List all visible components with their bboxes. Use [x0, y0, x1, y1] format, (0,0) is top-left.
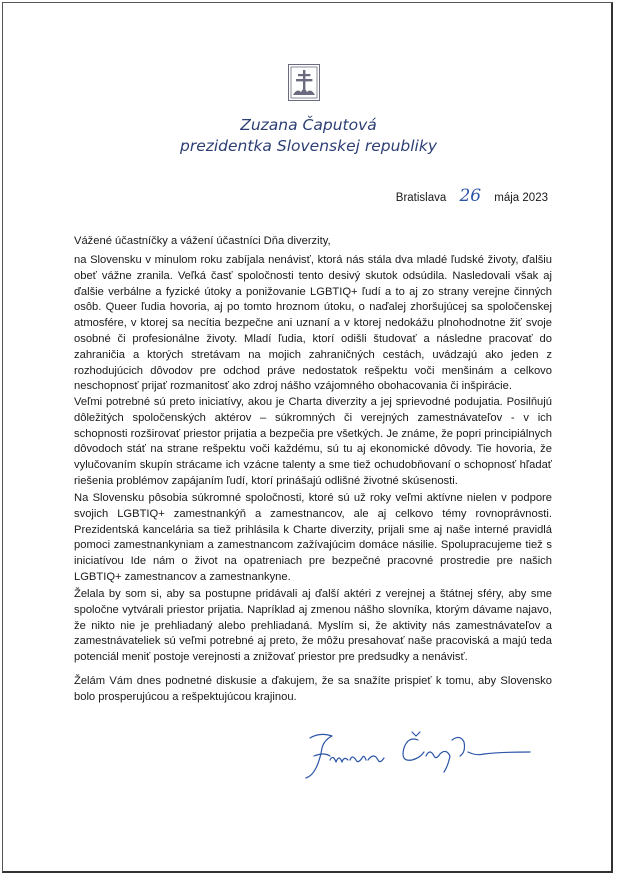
paragraph-1: na Slovensku v minulom roku zabíjala nenávisť, ktorá nás stála dva mladé ľudské životy, ďalšiu obeť vážne zranila. Veľká časť spoločnosti tento desivý skutok odsúdila. Nasledovali však aj ďalšie verbálne a fyzické útoky a ponižovanie LGBTIQ+ ľudí a to aj zo strany verejne činných osôb. Queer ľudia hovoria, aj po tomto hroznom útoku, o naďalej zhoršujúcej sa spoločenskej atmosfére, v ktorej sa necítia bezpečne ani uznaní a v ktorej nedokážu plnohodnotne žiť svoje osobné či profesionálne životy. Mladí ľudia, ktorí odišli študovať a následne pracovať do zahraničia a ktorých stretávam na mojich zahraničných cestách, uvádzajú ako jeden z rozhodujúcich dôvodov pre odchod práve nedostatok rešpektu voči menšinám a celkovo neschopnosť prijať rozmanitosť ako zdroj nášho vzájomného obohacovania či inšpirácie. [74, 254, 552, 393]
handwritten-signature [300, 726, 540, 786]
salutation: Vážené účastníčky a vážení účastníci Dňa diverzity, [74, 235, 331, 247]
coat-of-arms-icon [288, 64, 320, 101]
dateline [396, 186, 548, 206]
paragraph-4: Želala by som si, aby sa postupne pridávali aj ďalší aktéri z verejnej a štátnej sféry, aby sme spoločne vytvárali priestor prijatia. Napríklad aj zmenou nášho slovníka, ktorým dávame najavo, že nikto nie je prehliadaný alebo prehliadaná. Myslím si, že aktivity nás zamestnávateľov a zamestnávateliek sú veľmi potrebné aj preto, že môžu presahovať naše pracoviská a majú teda potenciál meniť postoje verejnosti a znižovať priestor pre predsudky a nenávisť. [74, 588, 552, 664]
dateline-place: Bratislava [395, 192, 447, 204]
letterhead-name: Zuzana Čaputová [240, 116, 377, 134]
dateline-day-handwritten: 26 [459, 186, 482, 206]
paragraph-5: Želám Vám dnes podnetné diskusie a ďakujem, že sa snažíte prispieť k tomu, aby Slovensko bolo prosperujúcou a rešpektujúcou krajinou. [74, 675, 552, 703]
dateline-month-year: mája 2023 [494, 192, 548, 204]
paragraph-3: Na Slovensku pôsobia súkromné spoločnosti, ktoré sú už roky veľmi aktívne nielen v podpore svojich LGBTIQ+ zamestnankýň a zamestnancov, ale aj celkovo témy rovnoprávnosti. Prezidentská kancelária sa tiež prihlásila k Charte diverzity, prijali sme aj naše interné pravidlá pomoci zamestnankyniam a zamestnancom zažívajúcim domáce násilie. Spolupracujeme tiež s iniciatívou Ide nám o život na opatreniach pre bezpečné pracovné prostredie pre našich LGBTIQ+ zamestnancov a zamestnankyne. [74, 492, 552, 583]
paragraph-2: Veľmi potrebné sú preto iniciatívy, akou je Charta diverzity a jej sprievodné podujatia. Posilňujú dôležitých spoločenských aktérov – súkromných či verejných zamestnávateľov - v ich schopnosti rozširovať priestor prijatia a bezpečia pre všetkých. Je známe, že popri principiálnych dôvodoch stáť na strane rešpektu voči každému, sú tu aj ekonomické dôvody. Tie hovoria, že vylučovaním skupín strácame ich vzácne talenty a sme tiež ochudobňovaní o schopnosť hľadať riešenia problémov zapájaním ľudí, ktorí prinášajú odlišné životné skúsenosti. [74, 396, 552, 487]
letterhead-position: prezidentka Slovenskej republiky [179, 137, 438, 155]
